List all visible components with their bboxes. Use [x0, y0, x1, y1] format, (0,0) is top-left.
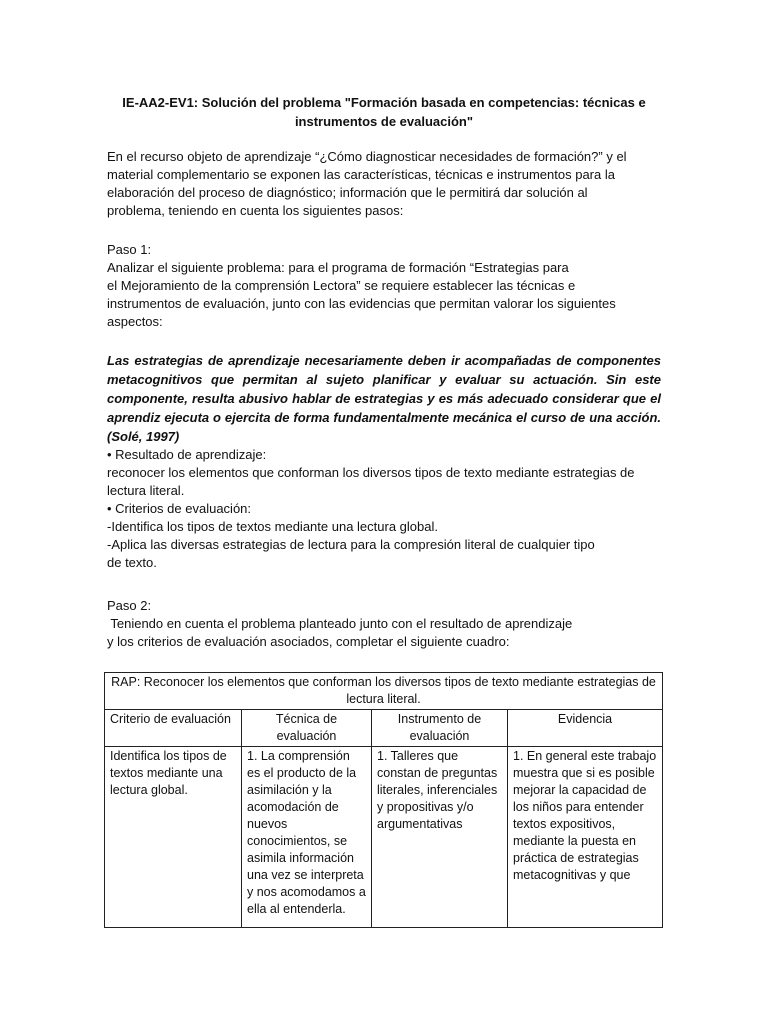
- paso1-line: instrumentos de evaluación, junto con las evidencias que permitan valorar los siguientes: [107, 296, 616, 311]
- header-instrumento: Instrumento de evaluación: [372, 710, 508, 747]
- intro-paragraph: [107, 148, 667, 220]
- table-row: [105, 747, 663, 928]
- resultado-label: • Resultado de aprendizaje:: [107, 447, 267, 462]
- header-criterio: Criterio de evaluación: [105, 710, 242, 747]
- paso2-paragraph: [107, 615, 667, 651]
- title-line: instrumentos de evaluación": [294, 114, 474, 129]
- quote-paragraph: Las estrategias de aprendizaje necesariamente deben ir acompañadas de componentes metacognitivos que permitan al sujeto planificar y evaluar su actuación. Sin este componente, resulta abusivo hablar de estrategias y es más adecuado considerar que el aprendiz ejecuta o ejercita de forma fundamentalmente mecánica el curso de una acción. (Solé, 1997): [107, 353, 661, 444]
- criterio-line: de texto.: [107, 555, 157, 570]
- paso2-line: y los criterios de evaluación asociados, completar el siguiente cuadro:: [107, 634, 510, 649]
- paso1-line: Analizar el siguiente problema: para el programa de formación “Estrategias para: [107, 260, 569, 275]
- header-evidencia: Evidencia: [508, 710, 663, 747]
- resultado-line: reconocer los elementos que conforman los diversos tipos de texto mediante estrategias de: [107, 465, 635, 480]
- header-tecnica: Técnica de evaluación: [242, 710, 372, 747]
- criterio-line: -Aplica las diversas estrategias de lectura para la compresión literal de cualquier tipo: [107, 537, 595, 552]
- resultado-line: lectura literal.: [107, 483, 185, 498]
- paso1-line: aspectos:: [107, 314, 163, 329]
- cell-criterio: Identifica los tipos de textos mediante una lectura global.: [105, 747, 242, 928]
- intro-line: En el recurso objeto de aprendizaje “¿Cómo diagnosticar necesidades de formación?” y el: [107, 149, 627, 164]
- table-header-row: [105, 710, 663, 747]
- paso2-line: Teniendo en cuenta el problema planteado junto con el resultado de aprendizaje: [107, 616, 573, 631]
- evaluation-table: [104, 672, 663, 928]
- title-line: IE-AA2-EV1: Solución del problema "Formación basada en competencias: técnicas e: [122, 95, 646, 110]
- criterio-line: -Identifica los tipos de textos mediante una lectura global.: [107, 519, 438, 534]
- learning-outcomes: [107, 446, 667, 572]
- cell-tecnica: 1. La comprensión es el producto de la asimilación y la acomodación de nuevos conocimientos, se asimila información una vez se interpreta y nos acomodamos a ella al entenderla.: [242, 747, 372, 928]
- criterios-label: • Criterios de evaluación:: [107, 501, 252, 516]
- rap-cell: RAP: Reconocer los elementos que conforman los diversos tipos de texto mediante estrategias de lectura literal.: [105, 673, 663, 710]
- intro-line: material complementario se exponen las características, técnicas e instrumentos para la: [107, 167, 615, 182]
- paso1-paragraph: [107, 259, 667, 331]
- table-rap-row: [105, 673, 663, 710]
- cell-evidencia: 1. En general este trabajo muestra que si es posible mejorar la capacidad de los niños para entender textos expositivos, mediante la puesta en práctica de estrategias metacognitivas y que: [508, 747, 663, 928]
- paso1-line: el Mejoramiento de la comprensión Lectora” se requiere establecer las técnicas e: [107, 278, 576, 293]
- intro-line: problema, teniendo en cuenta los siguientes pasos:: [107, 203, 404, 218]
- cell-instrumento: 1. Talleres que constan de preguntas literales, inferenciales y propositivas y/o argumentativas: [372, 747, 508, 928]
- document-title: [118, 93, 650, 131]
- paso2-heading: Paso 2:: [107, 598, 152, 613]
- paso1-heading: Paso 1:: [107, 242, 152, 257]
- intro-line: elaboración del proceso de diagnóstico; información que le permitirá dar solución al: [107, 185, 588, 200]
